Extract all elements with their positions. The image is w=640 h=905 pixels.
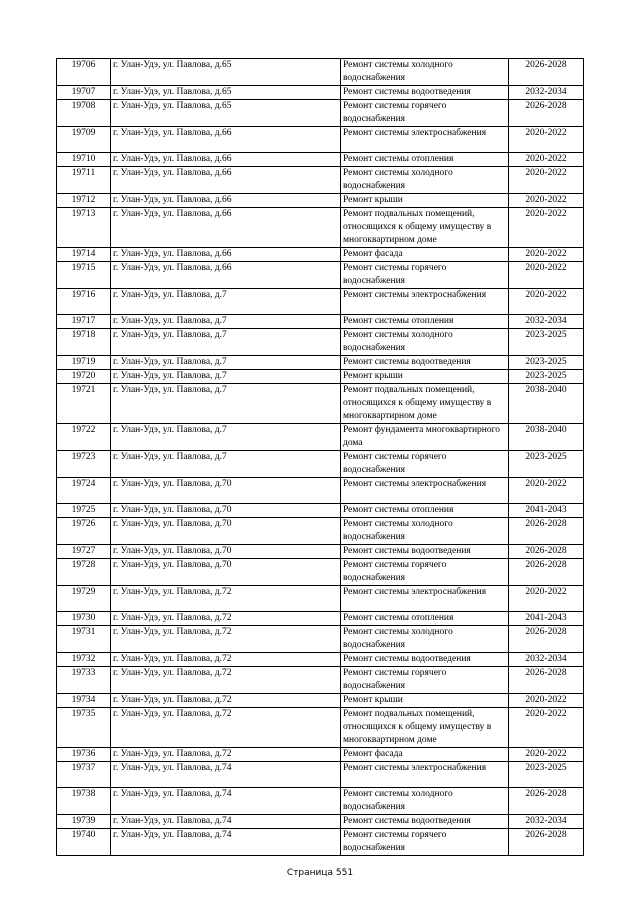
- table-row: [57, 829, 584, 856]
- row-address: г. Улан-Удэ, ул. Павлова, д.7: [111, 370, 341, 384]
- row-address: г. Улан-Удэ, ул. Павлова, д.70: [111, 545, 341, 559]
- table-body: [57, 59, 584, 856]
- row-work-type: Ремонт системы холодного водоснабжения: [341, 167, 509, 194]
- row-work-type: Ремонт системы электроснабжения: [341, 762, 509, 788]
- row-number: 19736: [57, 748, 111, 762]
- row-address: г. Улан-Удэ, ул. Павлова, д.7: [111, 356, 341, 370]
- row-work-type: Ремонт системы холодного водоснабжения: [341, 329, 509, 356]
- row-period: 2020-2022: [509, 262, 584, 289]
- table-row: [57, 100, 584, 127]
- row-number: 19708: [57, 100, 111, 127]
- row-work-type: Ремонт подвальных помещений, относящихся к общему имуществу в многоквартирном доме: [341, 208, 509, 248]
- row-number: 19733: [57, 667, 111, 694]
- row-period: 2032-2034: [509, 653, 584, 667]
- row-work-type: Ремонт фундамента многоквартирного дома: [341, 424, 509, 451]
- row-number: 19715: [57, 262, 111, 289]
- row-number: 19740: [57, 829, 111, 856]
- row-work-type: Ремонт системы отопления: [341, 504, 509, 518]
- row-period: 2026-2028: [509, 626, 584, 653]
- table-row: [57, 289, 584, 315]
- row-period: 2020-2022: [509, 248, 584, 262]
- table-row: [57, 451, 584, 478]
- row-address: г. Улан-Удэ, ул. Павлова, д.66: [111, 167, 341, 194]
- row-address: г. Улан-Удэ, ул. Павлова, д.74: [111, 815, 341, 829]
- row-number: 19731: [57, 626, 111, 653]
- row-number: 19730: [57, 612, 111, 626]
- row-period: 2020-2022: [509, 194, 584, 208]
- row-number: 19710: [57, 153, 111, 167]
- row-number: 19728: [57, 559, 111, 586]
- page-number: Страница 551: [286, 868, 354, 878]
- row-period: 2026-2028: [509, 667, 584, 694]
- row-work-type: Ремонт системы горячего водоснабжения: [341, 667, 509, 694]
- row-work-type: Ремонт системы холодного водоснабжения: [341, 59, 509, 86]
- row-number: 19726: [57, 518, 111, 545]
- row-period: 2023-2025: [509, 356, 584, 370]
- table-row: [57, 815, 584, 829]
- row-work-type: Ремонт крыши: [341, 694, 509, 708]
- row-period: 2020-2022: [509, 708, 584, 748]
- row-address: г. Улан-Удэ, ул. Павлова, д.7: [111, 384, 341, 424]
- row-work-type: Ремонт системы водоотведения: [341, 86, 509, 100]
- table-row: [57, 478, 584, 504]
- row-number: 19732: [57, 653, 111, 667]
- table-row: [57, 545, 584, 559]
- row-period: 2026-2028: [509, 59, 584, 86]
- table-row: [57, 194, 584, 208]
- row-period: 2020-2022: [509, 478, 584, 504]
- row-address: г. Улан-Удэ, ул. Павлова, д.70: [111, 518, 341, 545]
- table-row: [57, 424, 584, 451]
- table-row: [57, 329, 584, 356]
- row-address: г. Улан-Удэ, ул. Павлова, д.72: [111, 694, 341, 708]
- row-number: 19711: [57, 167, 111, 194]
- row-address: г. Улан-Удэ, ул. Павлова, д.74: [111, 788, 341, 815]
- row-period: 2026-2028: [509, 100, 584, 127]
- row-number: 19739: [57, 815, 111, 829]
- table-row: [57, 384, 584, 424]
- row-address: г. Улан-Удэ, ул. Павлова, д.72: [111, 626, 341, 653]
- row-number: 19725: [57, 504, 111, 518]
- row-period: 2020-2022: [509, 289, 584, 315]
- row-period: 2020-2022: [509, 586, 584, 612]
- row-period: 2023-2025: [509, 329, 584, 356]
- row-number: 19709: [57, 127, 111, 153]
- table-row: [57, 127, 584, 153]
- row-number: 19716: [57, 289, 111, 315]
- row-number: 19738: [57, 788, 111, 815]
- row-number: 19729: [57, 586, 111, 612]
- row-period: 2041-2043: [509, 504, 584, 518]
- repair-schedule-table: [56, 58, 584, 856]
- table-row: [57, 626, 584, 653]
- table-row: [57, 356, 584, 370]
- table-row: [57, 518, 584, 545]
- row-work-type: Ремонт системы водоотведения: [341, 545, 509, 559]
- row-number: 19724: [57, 478, 111, 504]
- table-row: [57, 694, 584, 708]
- table-row: [57, 370, 584, 384]
- row-address: г. Улан-Удэ, ул. Павлова, д.66: [111, 194, 341, 208]
- row-period: 2026-2028: [509, 788, 584, 815]
- table-row: [57, 504, 584, 518]
- row-work-type: Ремонт системы отопления: [341, 315, 509, 329]
- row-period: 2020-2022: [509, 694, 584, 708]
- row-number: 19727: [57, 545, 111, 559]
- row-address: г. Улан-Удэ, ул. Павлова, д.66: [111, 262, 341, 289]
- row-work-type: Ремонт крыши: [341, 194, 509, 208]
- row-work-type: Ремонт системы водоотведения: [341, 815, 509, 829]
- row-period: 2026-2028: [509, 518, 584, 545]
- row-period: 2038-2040: [509, 424, 584, 451]
- row-period: 2032-2034: [509, 86, 584, 100]
- row-address: г. Улан-Удэ, ул. Павлова, д.66: [111, 208, 341, 248]
- row-number: 19707: [57, 86, 111, 100]
- row-work-type: Ремонт системы холодного водоснабжения: [341, 626, 509, 653]
- table-row: [57, 586, 584, 612]
- table-row: [57, 315, 584, 329]
- row-work-type: Ремонт крыши: [341, 370, 509, 384]
- row-number: 19714: [57, 248, 111, 262]
- row-number: 19713: [57, 208, 111, 248]
- row-work-type: Ремонт системы электроснабжения: [341, 586, 509, 612]
- row-number: 19706: [57, 59, 111, 86]
- row-address: г. Улан-Удэ, ул. Павлова, д.72: [111, 667, 341, 694]
- table-row: [57, 708, 584, 748]
- row-work-type: Ремонт фасада: [341, 248, 509, 262]
- row-number: 19718: [57, 329, 111, 356]
- row-number: 19712: [57, 194, 111, 208]
- row-address: г. Улан-Удэ, ул. Павлова, д.7: [111, 329, 341, 356]
- row-work-type: Ремонт системы холодного водоснабжения: [341, 788, 509, 815]
- row-address: г. Улан-Удэ, ул. Павлова, д.72: [111, 612, 341, 626]
- row-address: г. Улан-Удэ, ул. Павлова, д.72: [111, 586, 341, 612]
- row-work-type: Ремонт системы горячего водоснабжения: [341, 262, 509, 289]
- row-address: г. Улан-Удэ, ул. Павлова, д.72: [111, 708, 341, 748]
- row-work-type: Ремонт системы водоотведения: [341, 653, 509, 667]
- row-work-type: Ремонт системы горячего водоснабжения: [341, 829, 509, 856]
- row-work-type: Ремонт системы отопления: [341, 153, 509, 167]
- row-work-type: Ремонт системы водоотведения: [341, 356, 509, 370]
- table-row: [57, 762, 584, 788]
- row-period: 2032-2034: [509, 815, 584, 829]
- row-work-type: Ремонт фасада: [341, 748, 509, 762]
- row-number: 19722: [57, 424, 111, 451]
- table-row: [57, 59, 584, 86]
- row-address: г. Улан-Удэ, ул. Павлова, д.66: [111, 127, 341, 153]
- row-period: 2026-2028: [509, 829, 584, 856]
- row-address: г. Улан-Удэ, ул. Павлова, д.74: [111, 762, 341, 788]
- row-period: 2026-2028: [509, 545, 584, 559]
- table-row: [57, 653, 584, 667]
- row-number: 19719: [57, 356, 111, 370]
- row-work-type: Ремонт системы холодного водоснабжения: [341, 518, 509, 545]
- row-work-type: Ремонт системы электроснабжения: [341, 127, 509, 153]
- row-address: г. Улан-Удэ, ул. Павлова, д.65: [111, 86, 341, 100]
- row-period: 2020-2022: [509, 127, 584, 153]
- row-work-type: Ремонт системы электроснабжения: [341, 289, 509, 315]
- row-address: г. Улан-Удэ, ул. Павлова, д.7: [111, 424, 341, 451]
- row-work-type: Ремонт системы электроснабжения: [341, 478, 509, 504]
- row-address: г. Улан-Удэ, ул. Павлова, д.7: [111, 451, 341, 478]
- row-work-type: Ремонт подвальных помещений, относящихся к общему имуществу в многоквартирном доме: [341, 708, 509, 748]
- row-period: 2026-2028: [509, 559, 584, 586]
- row-address: г. Улан-Удэ, ул. Павлова, д.72: [111, 748, 341, 762]
- table-row: [57, 559, 584, 586]
- row-period: 2032-2034: [509, 315, 584, 329]
- row-number: 19717: [57, 315, 111, 329]
- row-work-type: Ремонт системы горячего водоснабжения: [341, 100, 509, 127]
- row-period: 2023-2025: [509, 451, 584, 478]
- row-number: 19734: [57, 694, 111, 708]
- row-period: 2020-2022: [509, 208, 584, 248]
- row-number: 19735: [57, 708, 111, 748]
- row-address: г. Улан-Удэ, ул. Павлова, д.70: [111, 504, 341, 518]
- table-row: [57, 86, 584, 100]
- row-period: 2020-2022: [509, 153, 584, 167]
- row-number: 19737: [57, 762, 111, 788]
- row-address: г. Улан-Удэ, ул. Павлова, д.70: [111, 478, 341, 504]
- table-row: [57, 248, 584, 262]
- table-row: [57, 667, 584, 694]
- row-work-type: Ремонт системы горячего водоснабжения: [341, 451, 509, 478]
- table-row: [57, 612, 584, 626]
- row-address: г. Улан-Удэ, ул. Павлова, д.70: [111, 559, 341, 586]
- row-number: 19720: [57, 370, 111, 384]
- row-period: 2041-2043: [509, 612, 584, 626]
- row-period: 2023-2025: [509, 370, 584, 384]
- table-row: [57, 788, 584, 815]
- row-address: г. Улан-Удэ, ул. Павлова, д.65: [111, 59, 341, 86]
- table-row: [57, 208, 584, 248]
- row-period: 2020-2022: [509, 167, 584, 194]
- table-row: [57, 153, 584, 167]
- table-row: [57, 262, 584, 289]
- row-period: 2038-2040: [509, 384, 584, 424]
- row-address: г. Улан-Удэ, ул. Павлова, д.7: [111, 315, 341, 329]
- row-address: г. Улан-Удэ, ул. Павлова, д.7: [111, 289, 341, 315]
- row-address: г. Улан-Удэ, ул. Павлова, д.74: [111, 829, 341, 856]
- table-row: [57, 167, 584, 194]
- row-number: 19723: [57, 451, 111, 478]
- row-address: г. Улан-Удэ, ул. Павлова, д.66: [111, 248, 341, 262]
- row-number: 19721: [57, 384, 111, 424]
- row-work-type: Ремонт подвальных помещений, относящихся к общему имуществу в многоквартирном доме: [341, 384, 509, 424]
- row-address: г. Улан-Удэ, ул. Павлова, д.72: [111, 653, 341, 667]
- row-period: 2023-2025: [509, 762, 584, 788]
- row-period: 2020-2022: [509, 748, 584, 762]
- row-work-type: Ремонт системы отопления: [341, 612, 509, 626]
- row-work-type: Ремонт системы горячего водоснабжения: [341, 559, 509, 586]
- row-address: г. Улан-Удэ, ул. Павлова, д.66: [111, 153, 341, 167]
- table-row: [57, 748, 584, 762]
- row-address: г. Улан-Удэ, ул. Павлова, д.65: [111, 100, 341, 127]
